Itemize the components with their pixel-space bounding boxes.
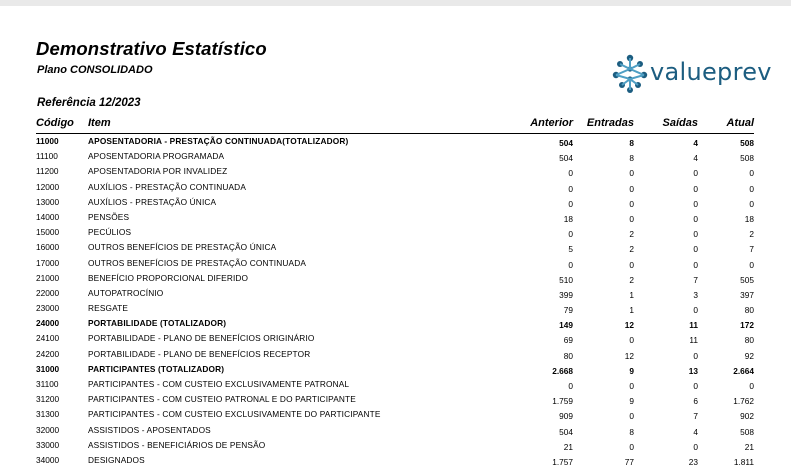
cell-saidas: 0 — [693, 305, 698, 316]
cell-saidas: 7 — [693, 411, 698, 422]
cell-atual: 0 — [749, 259, 754, 270]
table-row — [36, 210, 754, 225]
column-header-entradas: Entradas — [586, 117, 634, 129]
viewer-top-bar — [0, 0, 791, 6]
table-row — [36, 286, 754, 301]
cell-entradas: 2 — [629, 229, 634, 240]
cell-saidas: 23 — [688, 456, 698, 467]
cell-entradas: 0 — [629, 441, 634, 452]
cell-atual: 508 — [740, 138, 754, 148]
cell-entradas: 9 — [629, 365, 634, 376]
cell-entradas: 77 — [624, 456, 634, 467]
table-body — [36, 134, 754, 468]
cell-entradas: 12 — [624, 320, 634, 331]
cell-atual: 397 — [740, 289, 754, 300]
cell-atual: 0 — [749, 168, 754, 179]
cell-saidas: 11 — [689, 320, 698, 331]
cell-anterior: 399 — [559, 289, 573, 300]
cell-codigo: 11000 — [36, 136, 59, 146]
cell-codigo: 31100 — [36, 379, 59, 389]
cell-item: ASSISTIDOS - BENEFICIÁRIOS DE PENSÃO — [88, 439, 266, 450]
cell-saidas: 3 — [693, 289, 698, 300]
cell-item: APOSENTADORIA - PRESTAÇÃO CONTINUADA(TOTALIZADOR) — [88, 136, 349, 146]
column-header-atual: Atual — [726, 117, 754, 129]
cell-atual: 21 — [744, 441, 754, 452]
cell-atual: 1.762 — [733, 396, 754, 407]
cell-entradas: 1 — [629, 305, 634, 316]
column-header-item: Item — [88, 117, 111, 129]
cell-item: DESIGNADOS — [88, 454, 145, 465]
cell-codigo: 24000 — [36, 318, 60, 329]
cell-saidas: 0 — [693, 198, 698, 209]
cell-atual: 508 — [740, 153, 754, 164]
cell-anterior: 80 — [563, 350, 573, 361]
cell-codigo: 24100 — [36, 333, 60, 344]
cell-entradas: 8 — [629, 426, 634, 437]
cell-codigo: 31000 — [36, 363, 60, 374]
cell-item: PARTICIPANTES - COM CUSTEIO PATRONAL E DO PARTICIPANTE — [88, 394, 356, 405]
cell-anterior: 5 — [568, 244, 573, 255]
cell-saidas: 4 — [693, 138, 698, 148]
cell-entradas: 0 — [629, 168, 634, 179]
cell-atual: 0 — [749, 183, 754, 194]
cell-entradas: 0 — [629, 411, 634, 422]
cell-saidas: 4 — [693, 153, 698, 164]
cell-entradas: 2 — [629, 244, 634, 255]
cell-item: PORTABILIDADE - PLANO DE BENEFÍCIOS ORIGINÁRIO — [88, 333, 315, 344]
table-row — [36, 438, 754, 453]
cell-saidas: 0 — [693, 381, 698, 391]
table-row — [36, 453, 754, 468]
table-row — [36, 347, 754, 362]
cell-anterior: 0 — [568, 259, 573, 270]
cell-anterior: 0 — [568, 229, 573, 240]
cell-codigo: 15000 — [36, 227, 60, 238]
cell-anterior: 149 — [559, 320, 573, 331]
cell-item: OUTROS BENEFÍCIOS DE PRESTAÇÃO ÚNICA — [88, 242, 277, 253]
cell-atual: 92 — [744, 350, 754, 361]
cell-saidas: 0 — [693, 441, 698, 452]
cell-anterior: 0 — [568, 198, 573, 209]
report-title: Demonstrativo Estatístico — [36, 38, 267, 59]
table-row — [36, 195, 754, 210]
table-row — [36, 331, 754, 346]
cell-item: RESGATE — [88, 303, 129, 314]
table-row — [36, 240, 754, 255]
cell-atual: 18 — [744, 213, 754, 224]
cell-saidas: 0 — [693, 259, 698, 270]
cell-anterior: 18 — [563, 213, 573, 224]
table-row — [36, 225, 754, 240]
cell-item: PARTICIPANTES - COM CUSTEIO EXCLUSIVAMENTE PATRONAL — [88, 379, 350, 389]
cell-atual: 902 — [740, 411, 754, 422]
plan-subtitle: Plano CONSOLIDADO — [37, 64, 153, 76]
cell-atual: 508 — [740, 426, 754, 437]
cell-entradas: 12 — [624, 350, 634, 361]
reference-period: Referência 12/2023 — [37, 97, 141, 109]
cell-codigo: 31300 — [36, 409, 60, 420]
cell-atual: 1.811 — [733, 456, 754, 467]
cell-saidas: 13 — [688, 365, 698, 376]
cell-anterior: 504 — [559, 138, 573, 148]
cell-entradas: 0 — [629, 183, 634, 194]
column-header-anterior: Anterior — [530, 117, 573, 129]
cell-saidas: 0 — [693, 229, 698, 240]
cell-codigo: 17000 — [36, 257, 60, 268]
cell-entradas: 2 — [629, 274, 634, 285]
cell-atual: 0 — [749, 198, 754, 209]
cell-anterior: 21 — [563, 441, 573, 452]
cell-codigo: 11200 — [36, 166, 59, 177]
cell-saidas: 6 — [693, 396, 698, 407]
cell-atual: 7 — [749, 244, 754, 255]
cell-atual: 80 — [744, 335, 754, 346]
cell-anterior: 2.668 — [552, 365, 573, 376]
cell-saidas: 0 — [693, 350, 698, 361]
cell-item: ASSISTIDOS - APOSENTADOS — [88, 424, 211, 435]
cell-anterior: 69 — [563, 335, 573, 346]
cell-atual: 0 — [749, 381, 754, 391]
valueprev-logo-text: valueprev — [650, 58, 772, 86]
cell-item: PENSÕES — [88, 211, 130, 222]
cell-entradas: 9 — [629, 396, 634, 407]
cell-saidas: 11 — [689, 335, 698, 346]
cell-item: APOSENTADORIA PROGRAMADA — [88, 151, 225, 162]
table-row — [36, 316, 754, 331]
cell-atual: 80 — [744, 305, 754, 316]
cell-codigo: 13000 — [36, 196, 60, 207]
cell-saidas: 0 — [693, 168, 698, 179]
cell-item: APOSENTADORIA POR INVALIDEZ — [88, 166, 228, 177]
cell-item: AUXÍLIOS - PRESTAÇÃO CONTINUADA — [88, 181, 247, 192]
cell-item: BENEFÍCIO PROPORCIONAL DIFERIDO — [88, 272, 249, 283]
cell-codigo: 24200 — [36, 348, 60, 359]
cell-entradas: 0 — [629, 381, 634, 391]
cell-atual: 2 — [749, 229, 754, 240]
cell-entradas: 0 — [629, 259, 634, 270]
cell-anterior: 79 — [563, 305, 573, 316]
cell-codigo: 12000 — [36, 181, 60, 192]
cell-entradas: 0 — [629, 198, 634, 209]
cell-entradas: 0 — [629, 213, 634, 224]
cell-codigo: 11100 — [36, 151, 58, 162]
cell-entradas: 1 — [629, 289, 634, 300]
table-row — [36, 180, 754, 195]
cell-item: PORTABILIDADE - PLANO DE BENEFÍCIOS RECEPTOR — [88, 348, 311, 359]
cell-anterior: 0 — [568, 168, 573, 179]
cell-entradas: 8 — [629, 153, 634, 164]
cell-saidas: 0 — [693, 244, 698, 255]
cell-item: PORTABILIDADE (TOTALIZADOR) — [88, 318, 227, 329]
column-header-codigo: Código — [36, 117, 74, 129]
cell-codigo: 16000 — [36, 242, 60, 253]
cell-codigo: 33000 — [36, 439, 60, 450]
table-row — [36, 423, 754, 438]
cell-codigo: 23000 — [36, 303, 60, 314]
cell-item: AUXÍLIOS - PRESTAÇÃO ÚNICA — [88, 196, 217, 207]
table-row — [36, 407, 754, 422]
cell-item: PARTICIPANTES - COM CUSTEIO EXCLUSIVAMENTE DO PARTICIPANTE — [88, 409, 381, 420]
table-row — [36, 149, 754, 164]
column-header-saidas: Saídas — [662, 117, 698, 129]
cell-entradas: 8 — [629, 138, 634, 148]
table-header — [36, 117, 754, 133]
cell-anterior: 909 — [559, 411, 573, 422]
table-row — [36, 256, 754, 271]
table-row — [36, 134, 754, 149]
cell-anterior: 0 — [568, 381, 573, 391]
cell-saidas: 0 — [693, 213, 698, 224]
cell-item: OUTROS BENEFÍCIOS DE PRESTAÇÃO CONTINUADA — [88, 257, 307, 268]
cell-saidas: 0 — [693, 183, 698, 194]
table-row — [36, 392, 754, 407]
cell-saidas: 7 — [693, 274, 698, 285]
cell-atual: 505 — [740, 274, 754, 285]
table-row — [36, 301, 754, 316]
table-row — [36, 271, 754, 286]
cell-codigo: 31200 — [36, 394, 60, 405]
cell-anterior: 0 — [568, 183, 573, 194]
cell-codigo: 34000 — [36, 454, 60, 465]
cell-anterior: 504 — [559, 153, 573, 164]
cell-codigo: 21000 — [36, 272, 60, 283]
cell-anterior: 1.759 — [552, 396, 573, 407]
cell-item: AUTOPATROCÍNIO — [88, 287, 164, 298]
cell-item: PECÚLIOS — [88, 227, 132, 238]
table-row — [36, 377, 754, 392]
cell-codigo: 22000 — [36, 287, 60, 298]
table-row — [36, 164, 754, 179]
cell-item: PARTICIPANTES (TOTALIZADOR) — [88, 363, 225, 374]
cell-codigo: 14000 — [36, 211, 60, 222]
cell-atual: 2.664 — [733, 365, 754, 376]
cell-entradas: 0 — [629, 335, 634, 346]
table-row — [36, 362, 754, 377]
cell-atual: 172 — [740, 320, 754, 331]
cell-codigo: 32000 — [36, 424, 60, 435]
cell-anterior: 1.757 — [552, 456, 573, 467]
cell-anterior: 504 — [559, 426, 573, 437]
cell-saidas: 4 — [693, 426, 698, 437]
cell-anterior: 510 — [559, 274, 573, 285]
